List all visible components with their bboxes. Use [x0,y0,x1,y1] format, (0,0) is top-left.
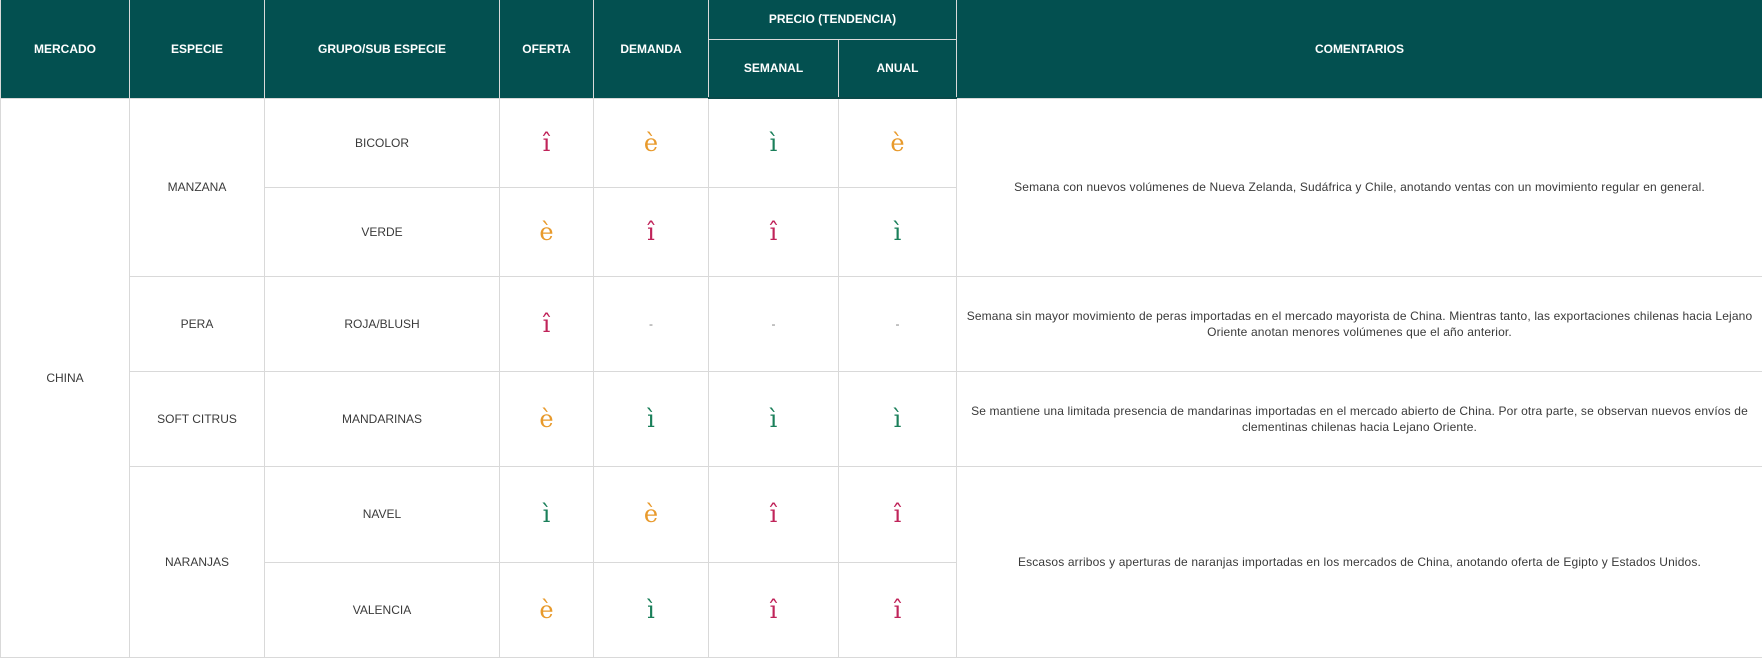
header-grupo: GRUPO/SUB ESPECIE [265,0,500,98]
oferta-cell [500,371,594,466]
trend-down-icon: ì [893,404,902,433]
mercado-cell: CHINA [1,98,130,657]
anual-cell [839,371,957,466]
grupo-cell: VALENCIA [265,562,500,657]
header-mercado: MERCADO [1,0,130,98]
table-row [1,466,1762,562]
trend-down-icon: ì [647,404,655,433]
oferta-cell [500,187,594,276]
trend-up-icon: î [893,595,902,624]
header-anual: ANUAL [839,39,957,98]
table-body [1,98,1762,657]
header-semanal: SEMANAL [709,39,839,98]
no-data-dash: - [771,316,776,331]
table-row [1,98,1762,187]
semanal-cell [709,562,839,657]
grupo-cell: VERDE [265,187,500,276]
trend-down-icon: ì [769,128,778,157]
semanal-cell [709,187,839,276]
anual-cell [839,98,957,187]
comment-cell: Escasos arribos y aperturas de naranjas importadas en los mercados de China, anotando oferta de Egipto y Estados Unidos. [957,466,1762,657]
header-precio: PRECIO (TENDENCIA) [709,0,957,39]
semanal-cell [709,98,839,187]
oferta-cell [500,466,594,562]
especie-cell: MANZANA [130,98,265,276]
grupo-cell: MANDARINAS [265,371,500,466]
semanal-cell [709,276,839,371]
oferta-cell [500,276,594,371]
especie-cell: NARANJAS [130,466,265,657]
semanal-cell [709,466,839,562]
trend-down-icon: ì [542,500,551,528]
header-oferta: OFERTA [500,0,594,98]
grupo-cell: ROJA/BLUSH [265,276,500,371]
demanda-cell [594,466,709,562]
semanal-cell [709,371,839,466]
grupo-cell: NAVEL [265,466,500,562]
no-data-dash: - [895,316,900,331]
anual-cell [839,276,957,371]
trend-up-icon: î [542,309,551,338]
trend-down-icon: ì [769,404,778,433]
demanda-cell [594,276,709,371]
trend-stable-icon: è [890,128,905,157]
trend-up-icon: î [647,217,655,246]
trend-up-icon: î [769,217,778,246]
trend-up-icon: î [542,128,551,157]
oferta-cell [500,562,594,657]
anual-cell [839,562,957,657]
trend-stable-icon: è [539,217,554,246]
header-especie: ESPECIE [130,0,265,98]
grupo-cell: BICOLOR [265,98,500,187]
trend-stable-icon: è [643,128,659,157]
header-comentarios: COMENTARIOS [957,0,1762,98]
table-row [1,276,1762,371]
demanda-cell [594,562,709,657]
oferta-cell [500,98,594,187]
trend-up-icon: î [893,500,902,528]
anual-cell [839,466,957,562]
anual-cell [839,187,957,276]
comment-cell: Semana con nuevos volúmenes de Nueva Zelanda, Sudáfrica y Chile, anotando ventas con un movimiento regular en general. [957,98,1762,276]
trend-up-icon: î [769,500,778,528]
trend-down-icon: ì [893,217,902,246]
especie-cell: SOFT CITRUS [130,371,265,466]
comment-cell: Semana sin mayor movimiento de peras importadas en el mercado mayorista de China. Mientras tanto, las exportaciones chilenas hacia Lejano Oriente anotan menores volúmenes que el año anterior. [957,276,1762,371]
table-header [1,0,1762,98]
no-data-dash: - [649,316,653,331]
demanda-cell [594,98,709,187]
demanda-cell [594,187,709,276]
especie-cell: PERA [130,276,265,371]
comment-cell: Se mantiene una limitada presencia de mandarinas importadas en el mercado abierto de China. Por otra parte, se observan nuevos envíos de clementinas chilenas hacia Lejano Oriente. [957,371,1762,466]
trend-stable-icon: è [539,595,554,624]
trend-up-icon: î [769,595,778,624]
demanda-cell [594,371,709,466]
trend-stable-icon: è [643,500,659,528]
trend-down-icon: ì [647,595,655,624]
header-demanda: DEMANDA [594,0,709,98]
trend-stable-icon: è [539,404,554,433]
table-row [1,371,1762,466]
